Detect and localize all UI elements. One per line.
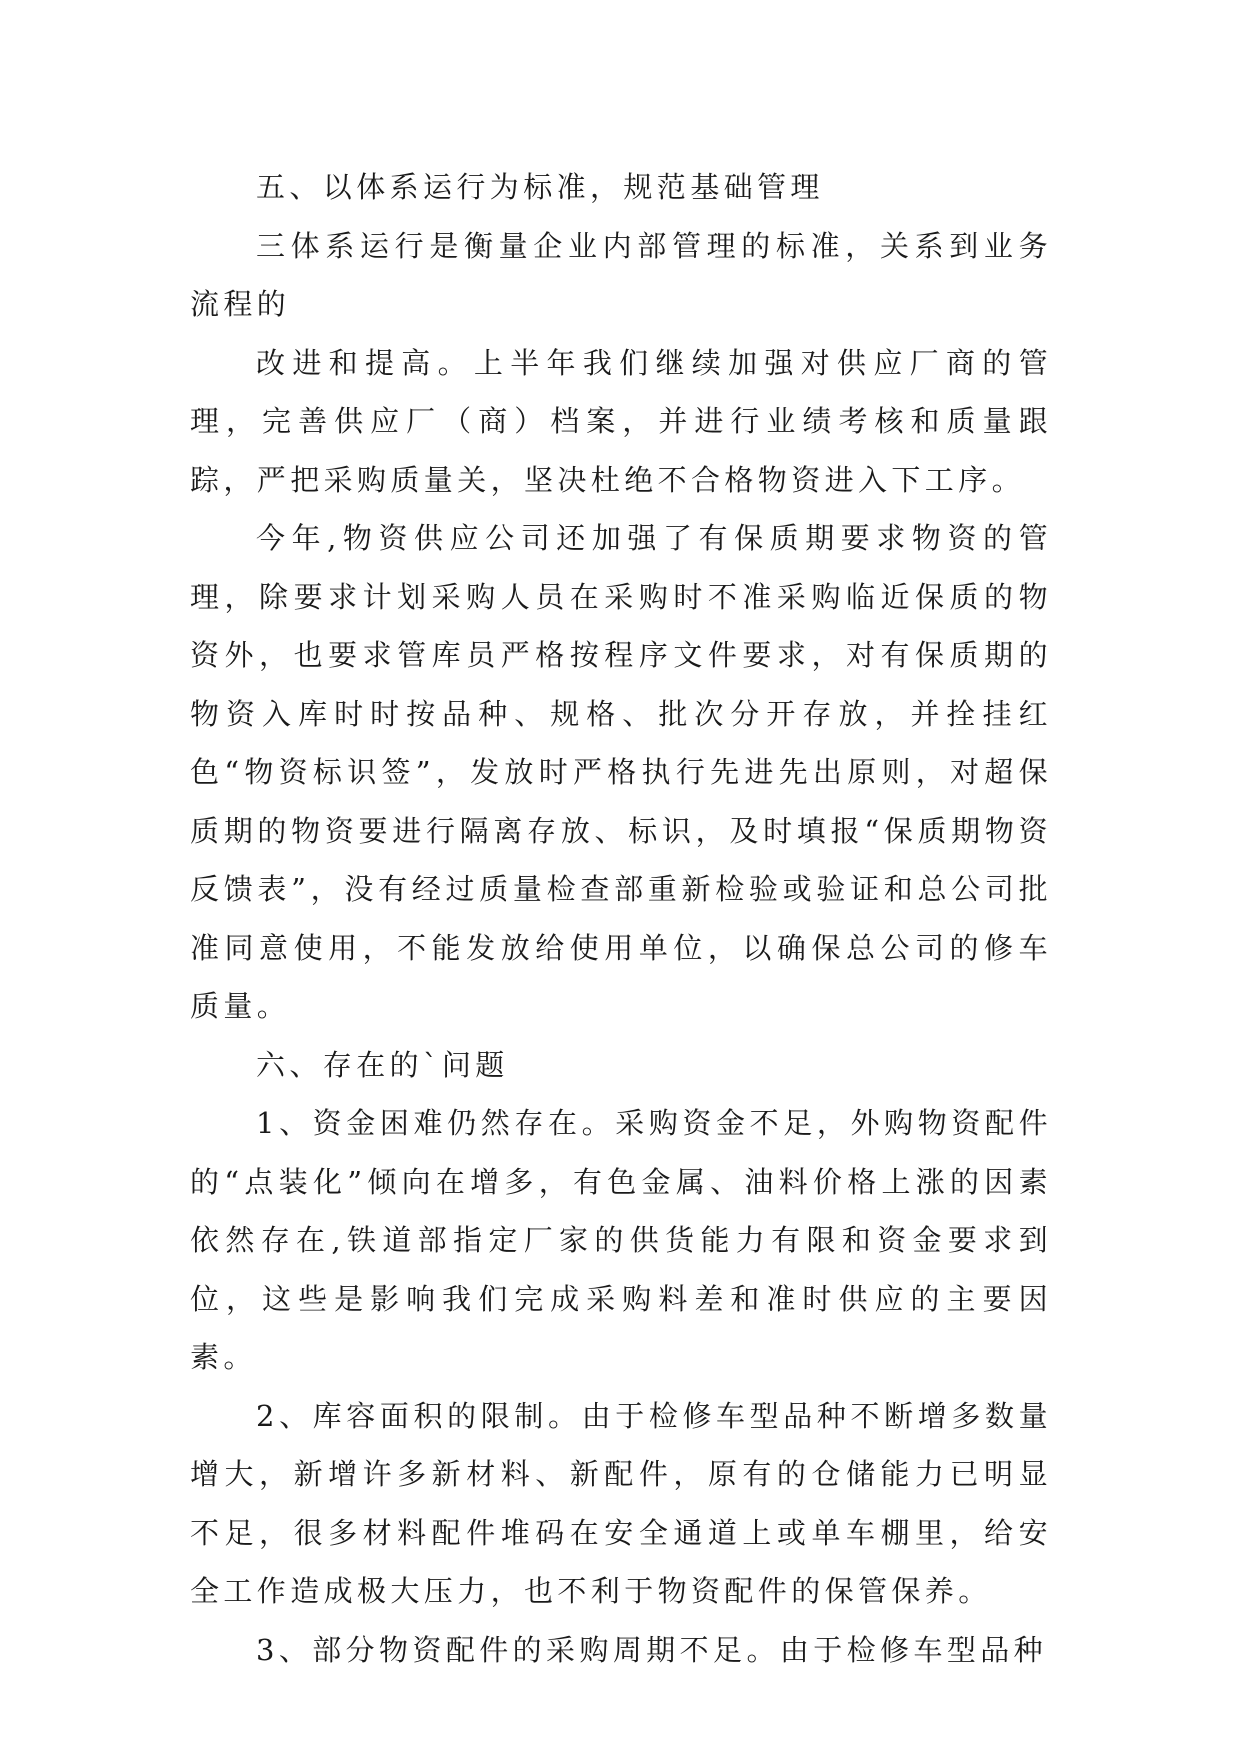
section-heading-6: 六、存在的`问题 bbox=[256, 1047, 509, 1082]
paragraph-shelf-life: 今年,物资供应公司还加强了有保质期要求物资的管理，除要求计划采购人员在采购时不准采购临近保质的物资外，也要求管库员严格按程序文件要求，对有保质期的物资入库时时按品种、规格、批次分开存放，并拴挂红色“物资标识签”，发放时严格执行先进先出原则，对超保质期的物资要进行隔离存放、标识，及时填报“保质期物资反馈表”，没有经过质量检查部重新检验或验证和总公司批准同意使用，不能发放给使用单位，以确保总公司的修车质量。 bbox=[190, 521, 1052, 1023]
paragraph-issue-3: 3、部分物资配件的采购周期不足。由于检修车型品种 bbox=[256, 1632, 1048, 1667]
paragraph-issue-1: 1、资金困难仍然存在。采购资金不足，外购物资配件的“点装化”倾向在增多，有色金属、油料价格上涨的因素依然存在,铁道部指定厂家的供货能力有限和资金要求到位，这些是影响我们完成采购料差和准时供应的主要因素。 bbox=[190, 1106, 1052, 1374]
document-body bbox=[190, 158, 1052, 1679]
paragraph-supplier-management: 改进和提高。上半年我们继续加强对供应厂商的管理，完善供应厂（商）档案，并进行业绩考核和质量跟踪，严把采购质量关，坚决杜绝不合格物资进入下工序。 bbox=[190, 345, 1052, 497]
section-heading-5: 五、以体系运行为标准，规范基础管理 bbox=[256, 170, 824, 204]
paragraph-issue-2: 2、库容面积的限制。由于检修车型品种不断增多数量增大，新增许多新材料、新配件，原有的仓储能力已明显不足，很多材料配件堆码在安全通道上或单车棚里，给安全工作造成极大压力，也不利于物资配件的保管保养。 bbox=[190, 1398, 1052, 1608]
paragraph-system-intro: 三体系运行是衡量企业内部管理的标准，关系到业务流程的 bbox=[190, 228, 1052, 321]
